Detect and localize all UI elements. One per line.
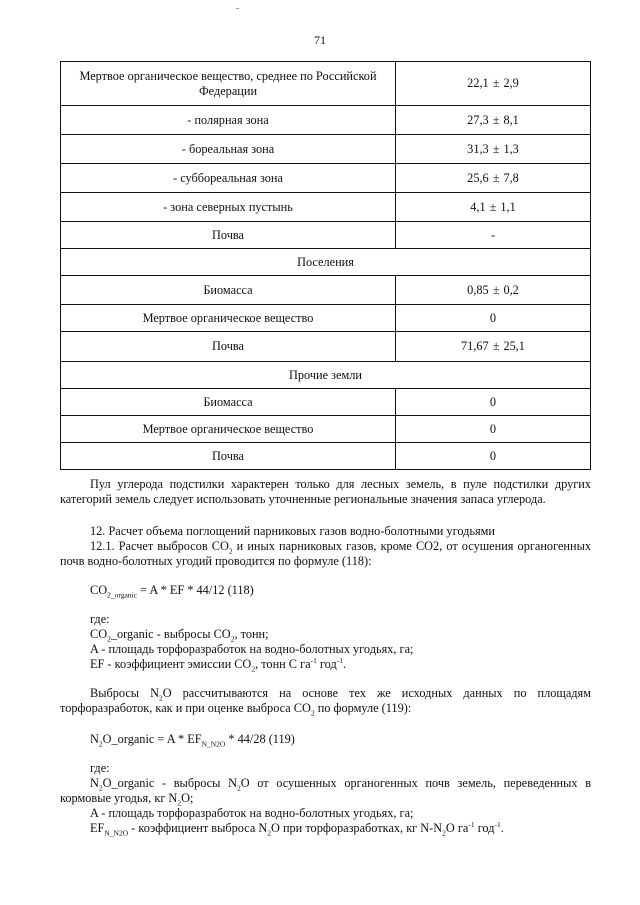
- label-cell: - суббореальная зона: [61, 164, 396, 193]
- uncertainty: 7,8: [503, 170, 519, 185]
- plus-minus-symbol: ±: [492, 339, 500, 354]
- table-row: [61, 222, 591, 249]
- table-section-row: [61, 362, 591, 389]
- label-cell: - бореальная зона: [61, 135, 396, 164]
- uncertainty: 25,1: [503, 339, 525, 354]
- value-cell: [396, 106, 591, 135]
- plus-minus-symbol: ±: [492, 282, 500, 297]
- value: -: [490, 227, 496, 242]
- value-cell: [396, 389, 591, 416]
- plus-minus-symbol: ±: [492, 112, 500, 127]
- formula-118: $CO_{2\_organic} = A$ * EF * 44/12 (118): [90, 583, 254, 600]
- uncertainty: 8,1: [503, 112, 519, 127]
- table-row: [61, 389, 591, 416]
- value-cell: [396, 193, 591, 222]
- label-cell: Мертвое органическое вещество: [61, 416, 396, 443]
- label-cell: Мертвое органическое вещество: [61, 305, 396, 332]
- table-row: [61, 62, 591, 106]
- label-cell: Почва: [61, 443, 396, 470]
- paragraph-n2o: Выбросы $N_2O$ рассчитываются на основе тех же исходных данных по площадям торфоразработок, как и при оценке выброса $CO_2$ по формуле (119):: [60, 686, 591, 718]
- formula-119: $N_2O\_organic = A * EF_{N\_N2O} * 44/28$ (119): [90, 732, 295, 749]
- value: 0,85: [467, 282, 489, 297]
- value-cell: [396, 164, 591, 193]
- value: 25,6: [467, 170, 489, 185]
- label-cell: Биомасса: [61, 276, 396, 305]
- data-table: [60, 61, 591, 470]
- where-label-2: где:: [90, 761, 110, 775]
- table-row: [61, 193, 591, 222]
- value: 0: [489, 394, 497, 409]
- def-co2-organic: $CO_2\_organic$ - выбросы $CO_2$, тонн;: [90, 627, 269, 644]
- def-area: A - площадь торфоразработок на водно-болотных угодьях, га;: [90, 642, 414, 656]
- plus-minus-symbol: ±: [492, 170, 500, 185]
- uncertainty: 1,1: [500, 199, 516, 214]
- def-n2o-organic: $N_2O\_organic$ - выбросы $N_2O$ от осушенных органогенных почв земель, переведенных в кормовые угодья, кг $N_2O$;: [60, 776, 591, 808]
- label-cell: Почва: [61, 332, 396, 362]
- value-cell: [396, 276, 591, 305]
- value: 27,3: [467, 112, 489, 127]
- def-ef: EF - коэффициент эмиссии $CO_2$, тонн C $га^{-1}$ год$^{-1}$.: [90, 655, 347, 674]
- def-area-2: A - площадь торфоразработок на водно-болотных угодьях, га;: [90, 806, 414, 820]
- value-cell: [396, 305, 591, 332]
- table-row: [61, 416, 591, 443]
- value: 22,1: [467, 76, 489, 91]
- label-cell: Почва: [61, 222, 396, 249]
- value: 0: [489, 310, 497, 325]
- label-cell: Биомасса: [61, 389, 396, 416]
- uncertainty: 1,3: [503, 141, 519, 156]
- plus-minus-symbol: ±: [489, 199, 497, 214]
- section-title-cell: Поселения: [61, 249, 591, 276]
- label-cell: Мертвое органическое вещество, среднее по Российской Федерации: [61, 62, 396, 106]
- value-cell: [396, 443, 591, 470]
- table-row: [61, 276, 591, 305]
- section-title-cell: Прочие земли: [61, 362, 591, 389]
- where-label: где:: [90, 612, 110, 626]
- value: 31,3: [467, 141, 489, 156]
- paragraph-litter: Пул углерода подстилки характерен только для лесных земель, в пуле подстилки других категорий земель следует использовать уточненные региональные значения запаса углерода.: [60, 477, 591, 506]
- table-row: [61, 332, 591, 362]
- table-row: [61, 443, 591, 470]
- table-row: [61, 164, 591, 193]
- uncertainty: 2,9: [503, 76, 519, 91]
- uncertainty: 0,2: [503, 282, 519, 297]
- table-section-row: [61, 249, 591, 276]
- value-cell: [396, 416, 591, 443]
- value: 0: [489, 421, 497, 436]
- table-row: [61, 135, 591, 164]
- value: 0: [489, 448, 497, 463]
- value-cell: [396, 135, 591, 164]
- value-cell: [396, 222, 591, 249]
- value-cell: [396, 62, 591, 106]
- plus-minus-symbol: ±: [492, 76, 500, 91]
- label-cell: - зона северных пустынь: [61, 193, 396, 222]
- label-cell: - полярная зона: [61, 106, 396, 135]
- def-ef-n2o: $EF_{N\_N2O}$ - коэффициент выброса $N_2O$ при торфоразработках, кг $N-N_2O$ $га^{-1}$ год$^{-1}$.: [90, 819, 504, 838]
- table-row: [61, 305, 591, 332]
- plus-minus-symbol: ±: [492, 141, 500, 156]
- table-row: [61, 106, 591, 135]
- value: 71,67: [461, 339, 489, 354]
- scan-mark: [236, 8, 239, 9]
- value-cell: [396, 332, 591, 362]
- section-12-heading: 12. Расчет объема поглощений парниковых газов водно-болотными угодьями: [90, 524, 495, 538]
- value: 4,1: [470, 199, 486, 214]
- page-number: 71: [314, 33, 326, 47]
- section-12-1: 12.1. Расчет выбросов $CO_2$ и иных парниковых газов, кроме CO2, от осушения органогенных почв водно-болотных угодий проводится по формуле (118):: [60, 539, 591, 568]
